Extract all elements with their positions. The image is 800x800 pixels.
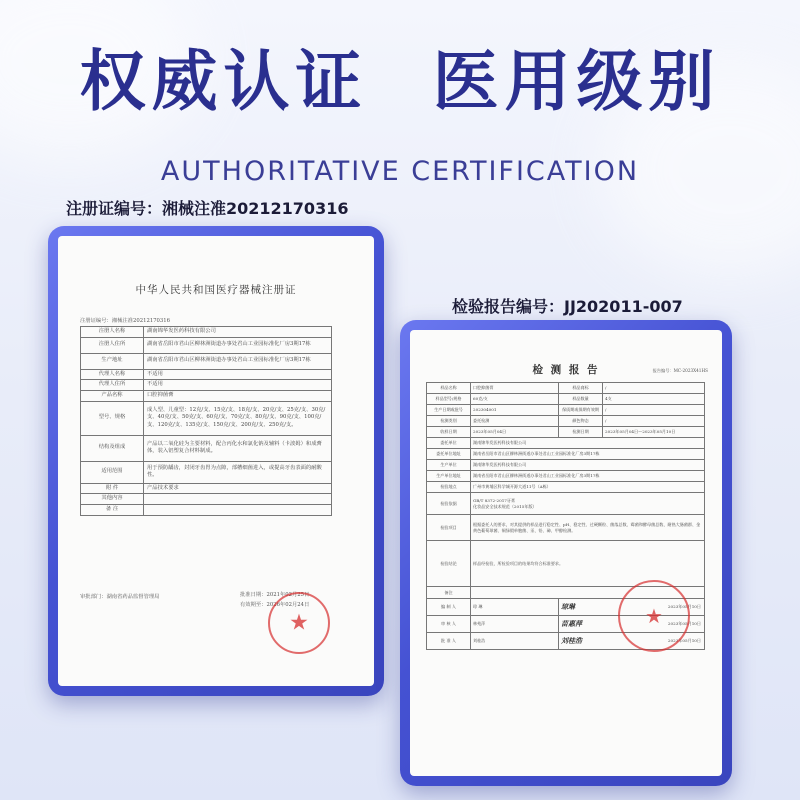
certificate-row-label: 生产地址 (81, 353, 144, 369)
signature: 琼琳 (561, 602, 575, 612)
table-row (81, 369, 332, 380)
report-frame (400, 320, 732, 786)
certificate-title: 中华人民共和国医疗器械注册证 (135, 284, 297, 296)
table-row (81, 461, 332, 483)
certificate-row-label: 其他内容 (81, 494, 144, 505)
table-row (81, 380, 332, 391)
table-row (427, 394, 705, 405)
table-row (427, 493, 705, 515)
report-items: 根据委托人的要求，对其提供的样品进行稳定性、pH、稳定性、过硬颗粒、菌落总数、霉菌和酵母菌总数、耐热大肠菌群、金黄色葡萄球菌、铜绿假单胞菌、汞、铅、砷、甲醇检测。 (471, 515, 705, 541)
report-cell-value: / (603, 416, 705, 427)
signer-date: 2023年05月10日 (667, 638, 701, 643)
table-row (81, 391, 332, 402)
report-basis: GB/T 8372-2017牙膏 化妆品安全技术规范（2015年版） (471, 493, 705, 515)
headline (0, 28, 800, 123)
report-cell-value: 湖南锦华发医药科技有限公司 (471, 460, 705, 471)
certificate-frame (48, 226, 384, 696)
table-row (427, 471, 705, 482)
report-title: 检 测 报 告 (532, 364, 600, 376)
table-row (81, 337, 332, 353)
certificate-row-value: 用于预防龋齿，封闭牙齿胃为点隙，部槽细菌进入，或提高牙齿表面的耐酸性。 (144, 461, 332, 483)
report-cell-label: 样品名称 (427, 383, 471, 394)
report-cell-label: 检验结论 (427, 541, 471, 587)
report-number-label: 检验报告编号：JJ202011-007 (452, 297, 683, 316)
registration-number-label: 注册证编号：湘械注准20212170316 (66, 199, 349, 218)
report-cell-value: 202304001 (471, 405, 559, 416)
signer-date: 2023年05月10日 (667, 604, 701, 609)
report-cell-value: / (603, 405, 705, 416)
table-row (427, 460, 705, 471)
certificate-row-label: 结构及组成 (81, 435, 144, 461)
certificate-row-label: 注册人名称 (81, 327, 144, 338)
signer-name: 林苑萍 (471, 616, 559, 633)
table-row (427, 449, 705, 460)
seal-star-icon: ★ (289, 610, 309, 636)
table-row (81, 435, 332, 461)
report-cell-label: 样品数量 (559, 394, 603, 405)
report-cell-label: 检测类别 (427, 416, 471, 427)
signer-role: 审 核 人 (427, 616, 471, 633)
certificate-row-value: 湖南锦华发医药科技有限公司 (144, 327, 332, 338)
certificate-seal (268, 592, 330, 654)
report-cell-value: 2023年05月04日 (471, 427, 559, 438)
report-cell-label: 生产单位 (427, 460, 471, 471)
headline-left: 权威认证 (79, 43, 368, 120)
certificate-row-label: 备 注 (81, 505, 144, 516)
certificate-row-value: 产品以二氧化硅为主要材料，配合丙化水和氯化钠及辅料（卡波姆）和成膏体，装入铝塑复合材料制成。 (144, 435, 332, 461)
certificate-row-label: 附 件 (81, 483, 144, 494)
table-row (81, 353, 332, 369)
report-cell-label: 委托单位 (427, 438, 471, 449)
report-cell-label: 颜色物态 (559, 416, 603, 427)
certificate-row-value: 成人型、儿童型：12克/支、15克/支、18克/支、20克/支、25克/支、30克/支、40克/支、50克/支、60克/支、70克/支、80克/支、90克/支、100克/支、120克/支、135克/支、150克/支、200克/支、250克/支。 (144, 401, 332, 435)
headline-right: 医用级别 (432, 43, 721, 120)
table-row (427, 438, 705, 449)
certificate-row-value: 不适用 (144, 380, 332, 391)
report-cell-value: 60克/支 (471, 394, 559, 405)
seal-star-icon: ★ (645, 604, 663, 628)
signer-date: 2023年05月10日 (667, 621, 701, 626)
table-row (81, 483, 332, 494)
report-number: 报告编号：MC-2023X41HS (652, 368, 708, 373)
signer-name: 刘桂浩 (471, 633, 559, 650)
report-cell-label: 检测日期 (559, 427, 603, 438)
table-row (427, 515, 705, 541)
certificate-row-value: 产品技术要求 (144, 483, 332, 494)
table-row (81, 327, 332, 338)
report-cell-value: 湖南省岳阳市君山区柳林洲街道办事处君山工业园标准化厂房3期17栋 (471, 471, 705, 482)
certificate-row-value: 湖南省岳阳市君山区柳林洲街道办事处君山工业园标准化厂房3期17栋 (144, 353, 332, 369)
report-seal (618, 580, 690, 652)
certificate-row-value: 不适用 (144, 369, 332, 380)
report-cell-label: 备注 (427, 587, 471, 599)
report-cell-label: 生产单位地址 (427, 471, 471, 482)
certificate-row-label: 代理人名称 (81, 369, 144, 380)
report-cell-label: 收样日期 (427, 427, 471, 438)
report-cell-label: 检验地点 (427, 482, 471, 493)
certificate-table (80, 326, 332, 516)
certificate-approval-date: 批准日期：2021年02月25日 (240, 592, 310, 598)
report-cell-value: 广州市黄埔区科学城开源大道11号（A栋） (471, 482, 705, 493)
certificate-row-value: 湖南省岳阳市君山区柳林洲街道办事处君山工业园标准化厂房3期17栋 (144, 337, 332, 353)
report-conclusion: 样品经检验，所检验项目的结果均符合标准要求。 (471, 541, 705, 587)
certificate-authority: 审批部门：湖南省药品监督管理局 (80, 594, 160, 600)
report-cell-value: 口腔抑菌膏 (471, 383, 559, 394)
report-cell-value: 委托检测 (471, 416, 559, 427)
report-cell-value: 4支 (603, 394, 705, 405)
table-row (427, 383, 705, 394)
table-row (81, 494, 332, 505)
certificate-valid-until: 有效期至：2026年02月24日 (240, 602, 310, 608)
report-cell-label: 委托单位地址 (427, 449, 471, 460)
signature: 刘桂浩 (561, 636, 582, 646)
report-document (410, 330, 722, 776)
signer-role: 批 准 人 (427, 633, 471, 650)
certificate-number-line: 注册证编号：湘械注准20212170316 (80, 318, 171, 324)
table-row (427, 427, 705, 438)
report-cell-label: 检验项目 (427, 515, 471, 541)
signer-role: 编 制 人 (427, 599, 471, 616)
certificate-row-label: 产品名称 (81, 391, 144, 402)
certificate-row-value (144, 494, 332, 505)
table-row (427, 541, 705, 587)
report-cell-value: / (603, 383, 705, 394)
table-row (81, 401, 332, 435)
certificate-document (58, 236, 374, 686)
certificate-row-label: 型号、规格 (81, 401, 144, 435)
report-cell-label: 样品商标 (559, 383, 603, 394)
report-cell-value: 湖南省岳阳市君山区柳林洲街道办事处君山工业园标准化厂房3期17栋 (471, 449, 705, 460)
certificate-row-label: 注册人住所 (81, 337, 144, 353)
report-cell-label: 检验依据 (427, 493, 471, 515)
signer-name: 琼 琳 (471, 599, 559, 616)
subheadline: AUTHORITATIVE CERTIFICATION (160, 156, 640, 187)
certificate-row-label: 代理人住所 (81, 380, 144, 391)
table-row (427, 405, 705, 416)
certificate-row-label: 适用范围 (81, 461, 144, 483)
report-cell-value: 湖南锦华发医药科技有限公司 (471, 438, 705, 449)
report-cell-value: 2023年05月04日～2023年05月10日 (603, 427, 705, 438)
report-cell-label: 样品型号/规格 (427, 394, 471, 405)
signature: 苗惠萍 (561, 619, 582, 629)
report-cell-label: 保质期或保期有效期 (559, 405, 603, 416)
certificate-row-value: 口腔抑菌膏 (144, 391, 332, 402)
table-row (427, 482, 705, 493)
certificate-row-value (144, 505, 332, 516)
table-row (427, 416, 705, 427)
report-cell-label: 生产日期或批号 (427, 405, 471, 416)
table-row (81, 505, 332, 516)
